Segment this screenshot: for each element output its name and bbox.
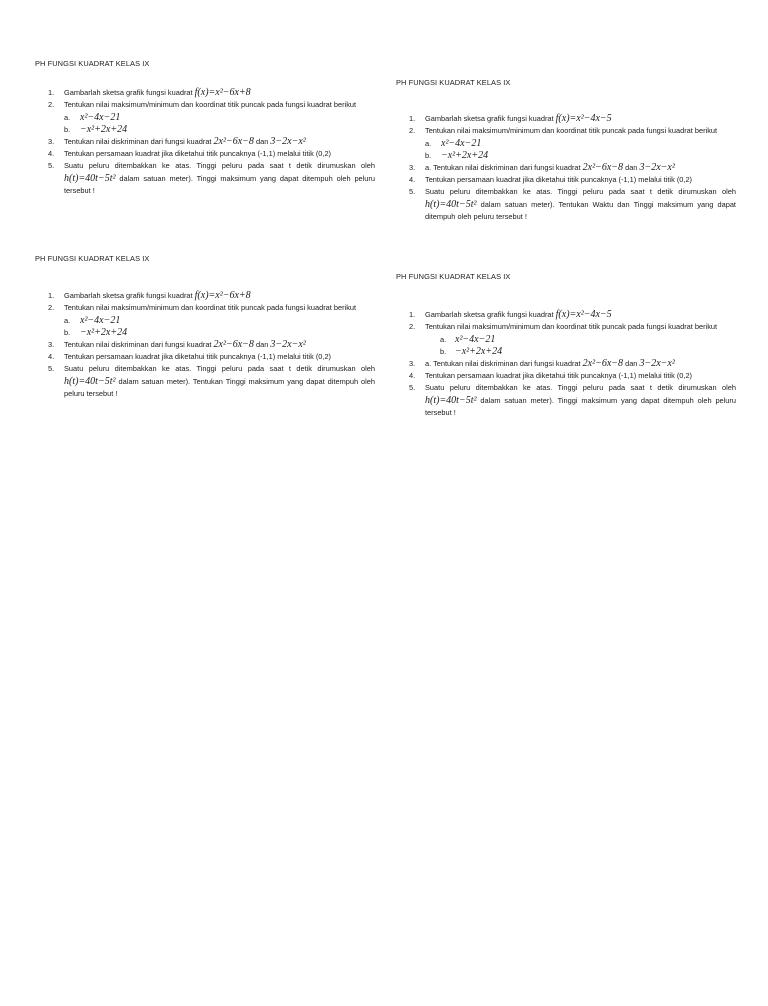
math-expression: 2x²−6x−8 xyxy=(582,162,624,174)
math-expression: f(x)=x²−6x+8 xyxy=(194,290,251,302)
sub-item-a: a. x²−4x−21 xyxy=(425,137,482,149)
question-text: Tentukan nilai maksimum/minimum dan koordinat titik puncak pada fungsi kuadrat berikut xyxy=(425,126,718,136)
question-4: 4. Tentukan persamaan kuadrat jika diketahui titik puncaknya (-1,1) melalui titik (0,2) xyxy=(409,371,693,381)
question-4: 4. Tentukan persamaan kuadrat jika diketahui titik puncaknya (-1,1) melalui titik (0,2) xyxy=(409,175,693,185)
question-text: Gambarlah sketsa grafik fungsi kuadrat xyxy=(64,88,193,98)
math-expression: x²−4x−21 xyxy=(455,333,496,345)
question-list xyxy=(35,87,375,197)
question-text: dalam satuan meter). Tinggi maksimum yang dapat ditempuh oleh peluru tersebut ! xyxy=(425,395,736,417)
question-1: 1. Gambarlah sketsa grafik fungsi kuadrat f(x)=x²−6x+8 xyxy=(48,87,251,99)
sub-item-b: b. −x²+2x+24 xyxy=(440,345,503,357)
math-expression: h(t)=40t−5t² xyxy=(425,198,477,210)
worksheet-top-right xyxy=(396,77,736,223)
math-expression: −x²+2x+24 xyxy=(80,123,128,135)
math-expression: h(t)=40t−5t² xyxy=(64,375,116,387)
question-2: 2. Tentukan nilai maksimum/minimum dan koordinat titik puncak pada fungsi kuadrat berikut a. x²−4x−21 b. −x²+2x+24 xyxy=(35,302,375,339)
question-5: 5. Suatu peluru ditembakkan ke atas. Tinggi peluru pada saat t detik dirumuskan oleh h(t)=40t−5t² dalam satuan meter). Tinggi maksimum yang dapat ditempuh oleh peluru tersebut ! xyxy=(48,161,375,195)
question-5: 5. Suatu peluru ditembakkan ke atas. Tinggi peluru pada saat t detik dirumuskan oleh h(t)=40t−5t² dalam satuan meter). Tinggi maksimum yang dapat ditempuh oleh peluru tersebut ! xyxy=(409,383,736,417)
question-text: Gambarlah sketsa grafik fungsi kuadrat xyxy=(425,114,554,124)
worksheet-bottom-right xyxy=(396,271,736,419)
question-list xyxy=(396,113,736,223)
question-text: dalam satuan meter). Tentukan Waktu dan Tinggi maksimum yang dapat ditempuh oleh peluru tersebut ! xyxy=(425,199,736,221)
question-text: dalam satuan meter). Tinggi maksimum yang dapat ditempuh oleh peluru tersebut ! xyxy=(64,173,375,195)
question-text: Tentukan nilai diskriminan dari fungsi kuadrat xyxy=(64,137,212,147)
question-5: 5. Suatu peluru ditembakkan ke atas. Tinggi peluru pada saat t detik dirumuskan oleh h(t)=40t−5t² dalam satuan meter). Tentukan Waktu dan Tinggi maksimum yang dapat ditempuh oleh peluru tersebut ! xyxy=(409,187,736,221)
math-expression: 2x²−6x−8 xyxy=(582,358,624,370)
question-2: 2. Tentukan nilai maksimum/minimum dan koordinat titik puncak pada fungsi kuadrat berikut a. x²−4x−21 b. −x²+2x+24 xyxy=(396,125,736,162)
question-2: 2. Tentukan nilai maksimum/minimum dan koordinat titik puncak pada fungsi kuadrat berikut a. x²−4x−21 b. −x²+2x+24 xyxy=(396,321,736,358)
question-3: 3. a. Tentukan nilai diskriminan dari fungsi kuadrat 2x²−6x−8 dan 3−2x−x² xyxy=(409,358,675,370)
question-text: Suatu peluru ditembakkan ke atas. Tinggi peluru pada saat t detik dirumuskan oleh xyxy=(425,187,736,197)
worksheet-bottom-left xyxy=(35,253,375,400)
sub-item-a: a. x²−4x−21 xyxy=(440,333,496,345)
question-list xyxy=(396,309,736,419)
math-expression: −x²+2x+24 xyxy=(80,326,128,338)
math-expression: −x²+2x+24 xyxy=(455,345,503,357)
question-1: 1. Gambarlah sketsa grafik fungsi kuadrat f(x)=x²−4x−5 xyxy=(409,309,612,321)
sub-item-a: a. x²−4x−21 xyxy=(64,314,121,326)
question-text: Suatu peluru ditembakkan ke atas. Tinggi peluru pada saat t detik dirumuskan oleh xyxy=(425,383,736,393)
math-expression: 3−2x−x² xyxy=(270,136,306,148)
question-list xyxy=(35,290,375,400)
question-5: 5. Suatu peluru ditembakkan ke atas. Tinggi peluru pada saat t detik dirumuskan oleh h(t)=40t−5t² dalam satuan meter). Tentukan Tinggi maksimum yang dapat ditempuh oleh peluru tersebut ! xyxy=(48,364,375,398)
math-expression: x²−4x−21 xyxy=(441,137,482,149)
question-text: Tentukan nilai maksimum/minimum dan koordinat titik puncak pada fungsi kuadrat berikut xyxy=(64,303,357,313)
math-expression: 3−2x−x² xyxy=(639,358,675,370)
sub-item-b: b. −x²+2x+24 xyxy=(64,326,128,338)
question-text: Tentukan persamaan kuadrat jika diketahui titik puncaknya (-1,1) melalui titik (0,2) xyxy=(64,149,332,159)
math-expression: f(x)=x²−4x−5 xyxy=(555,309,612,321)
sub-item-b: b. −x²+2x+24 xyxy=(64,123,128,135)
question-1: 1. Gambarlah sketsa grafik fungsi kuadrat f(x)=x²−4x−5 xyxy=(409,113,612,125)
question-3: 3. a. Tentukan nilai diskriminan dari fungsi kuadrat 2x²−6x−8 dan 3−2x−x² xyxy=(409,162,675,174)
question-text: Gambarlah sketsa grafik fungsi kuadrat xyxy=(64,291,193,301)
question-3: 3. Tentukan nilai diskriminan dari fungsi kuadrat 2x²−6x−8 dan 3−2x−x² xyxy=(48,136,306,148)
question-text: Suatu peluru ditembakkan ke atas. Tinggi peluru pada saat t detik dirumuskan oleh xyxy=(64,161,375,171)
worksheet-top-left xyxy=(35,58,375,197)
math-expression: f(x)=x²−6x+8 xyxy=(194,87,251,99)
sub-item-a: a. x²−4x−21 xyxy=(64,111,121,123)
question-4: 4. Tentukan persamaan kuadrat jika diketahui titik puncaknya (-1,1) melalui titik (0,2) xyxy=(48,352,332,362)
math-expression: 3−2x−x² xyxy=(270,339,306,351)
question-3: 3. Tentukan nilai diskriminan dari fungsi kuadrat 2x²−6x−8 dan 3−2x−x² xyxy=(48,339,306,351)
question-text: Tentukan persamaan kuadrat jika diketahui titik puncaknya (-1,1) melalui titik (0,2) xyxy=(64,352,332,362)
math-expression: h(t)=40t−5t² xyxy=(425,394,477,406)
question-text: Tentukan persamaan kuadrat jika diketahui titik puncaknya (-1,1) melalui titik (0,2) xyxy=(425,175,693,185)
math-expression: 3−2x−x² xyxy=(639,162,675,174)
worksheet-title: PH FUNGSI KUADRAT KELAS IX xyxy=(396,78,511,87)
question-text: a. Tentukan nilai diskriminan dari fungsi kuadrat xyxy=(425,163,581,173)
worksheet-title: PH FUNGSI KUADRAT KELAS IX xyxy=(396,272,511,281)
question-text: Suatu peluru ditembakkan ke atas. Tinggi peluru pada saat t detik dirumuskan oleh xyxy=(64,364,375,374)
sub-item-b: b. −x²+2x+24 xyxy=(425,149,489,161)
math-expression: x²−4x−21 xyxy=(80,314,121,326)
question-4: 4. Tentukan persamaan kuadrat jika diketahui titik puncaknya (-1,1) melalui titik (0,2) xyxy=(48,149,332,159)
math-expression: 2x²−6x−8 xyxy=(213,339,254,351)
question-2: 2. Tentukan nilai maksimum/minimum dan koordinat titik puncak pada fungsi kuadrat berikut a. x²−4x−21 b. −x²+2x+24 xyxy=(35,99,375,136)
question-text: Gambarlah sketsa grafik fungsi kuadrat xyxy=(425,310,554,320)
math-expression: 2x²−6x−8 xyxy=(213,136,254,148)
question-text: Tentukan nilai maksimum/minimum dan koordinat titik puncak pada fungsi kuadrat berikut xyxy=(64,100,357,110)
question-text: a. Tentukan nilai diskriminan dari fungsi kuadrat xyxy=(425,359,581,369)
question-text: Tentukan persamaan kuadrat jika diketahui titik puncaknya (-1,1) melalui titik (0,2) xyxy=(425,371,693,381)
math-expression: h(t)=40t−5t² xyxy=(64,172,116,184)
question-text: dalam satuan meter). Tentukan Tinggi maksimum yang dapat ditempuh oleh peluru tersebut ! xyxy=(64,376,375,398)
question-text: Tentukan nilai diskriminan dari fungsi kuadrat xyxy=(64,340,212,350)
math-expression: −x²+2x+24 xyxy=(441,149,489,161)
math-expression: x²−4x−21 xyxy=(80,111,121,123)
worksheet-title: PH FUNGSI KUADRAT KELAS IX xyxy=(35,59,150,68)
question-text: Tentukan nilai maksimum/minimum dan koordinat titik puncak pada fungsi kuadrat berikut xyxy=(425,322,718,332)
worksheet-title: PH FUNGSI KUADRAT KELAS IX xyxy=(35,254,150,263)
math-expression: f(x)=x²−4x−5 xyxy=(555,113,612,125)
question-1: 1. Gambarlah sketsa grafik fungsi kuadrat f(x)=x²−6x+8 xyxy=(48,290,251,302)
